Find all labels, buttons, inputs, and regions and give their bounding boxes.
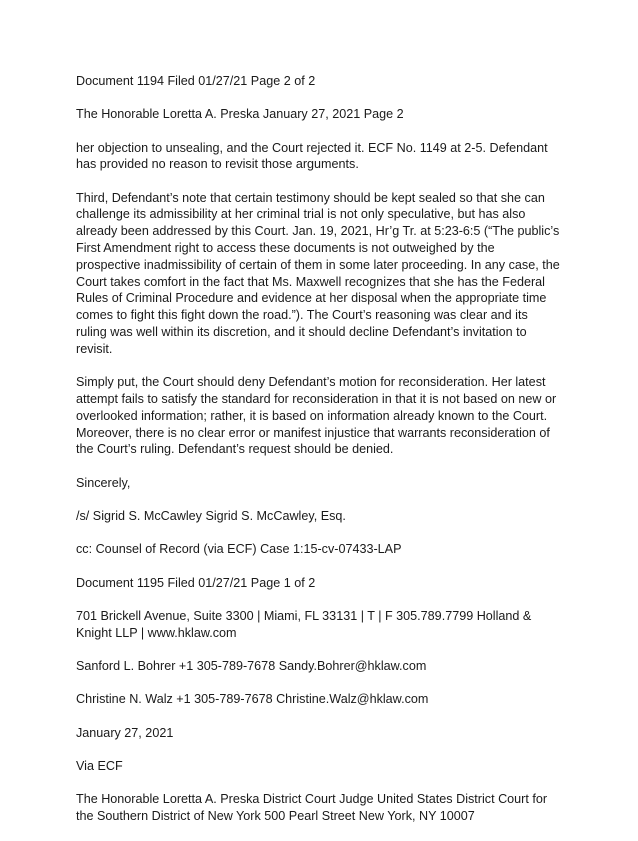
header-document-1195: Document 1195 Filed 01/27/21 Page 1 of 2 bbox=[76, 575, 316, 590]
cc-line: cc: Counsel of Record (via ECF) Case 1:15-cv-07433-LAP bbox=[76, 542, 402, 557]
paragraph-third-argument: Third, Defendant’s note that certain testimony should be kept sealed so that she can challenge its admissibility at her criminal trial is not only speculative, but has also already been addressed by this Court. Jan. 19, 2021, Hr’g Tr. at 5:23-6:5 (“The public’s First Amendment right to access these documents is not outweighed by the prospective inadmissibility of certain of them in some later proceeding. In any case, the Court takes comfort in the fact that Ms. Maxwell recognizes that she has the Federal Rules of Criminal Procedure and evidence at her disposal when the appropriate time comes to fight this fight down the road.”). The Court’s reasoning was clear and its ruling was well within its discretion, and it should decline Defendant’s invitation to revisit. bbox=[76, 190, 560, 356]
closing-salutation: Sincerely, bbox=[76, 475, 131, 490]
contact-walz: Christine N. Walz +1 305-789-7678 Christine.Walz@hklaw.com bbox=[76, 692, 429, 707]
signature-line: /s/ Sigrid S. McCawley Sigrid S. McCawley, Esq. bbox=[76, 508, 346, 523]
letter-date: January 27, 2021 bbox=[76, 725, 174, 740]
paragraph-conclusion: Simply put, the Court should deny Defendant’s motion for reconsideration. Her latest attempt fails to satisfy the standard for reconsideration in that it is not based on new or overlooked information; rather, it is based on information already known to the Court. Moreover, there is no clear error or manifest injustice that warrants reconsideration of the Court’s ruling. Defendant’s request should be denied. bbox=[76, 375, 557, 457]
document-body bbox=[76, 73, 562, 841]
paragraph-objection: her objection to unsealing, and the Court rejected it. ECF No. 1149 at 2-5. Defendant has provided no reason to revisit those arguments. bbox=[76, 140, 548, 172]
header-judge-date-page: The Honorable Loretta A. Preska January 27, 2021 Page 2 bbox=[76, 107, 404, 122]
header-document-1194: Document 1194 Filed 01/27/21 Page 2 of 2 bbox=[76, 74, 316, 88]
contact-bohrer: Sanford L. Bohrer +1 305-789-7678 Sandy.Bohrer@hklaw.com bbox=[76, 658, 427, 673]
addressee-block: The Honorable Loretta A. Preska District Court Judge United States District Court for the Southern District of New York 500 Pearl Street New York, NY 10007 bbox=[76, 792, 548, 823]
delivery-method: Via ECF bbox=[76, 758, 123, 773]
firm-address-block: 701 Brickell Avenue, Suite 3300 | Miami, FL 33131 | T | F 305.789.7799 Holland & Knight LLP | www.hklaw.com bbox=[76, 608, 532, 640]
